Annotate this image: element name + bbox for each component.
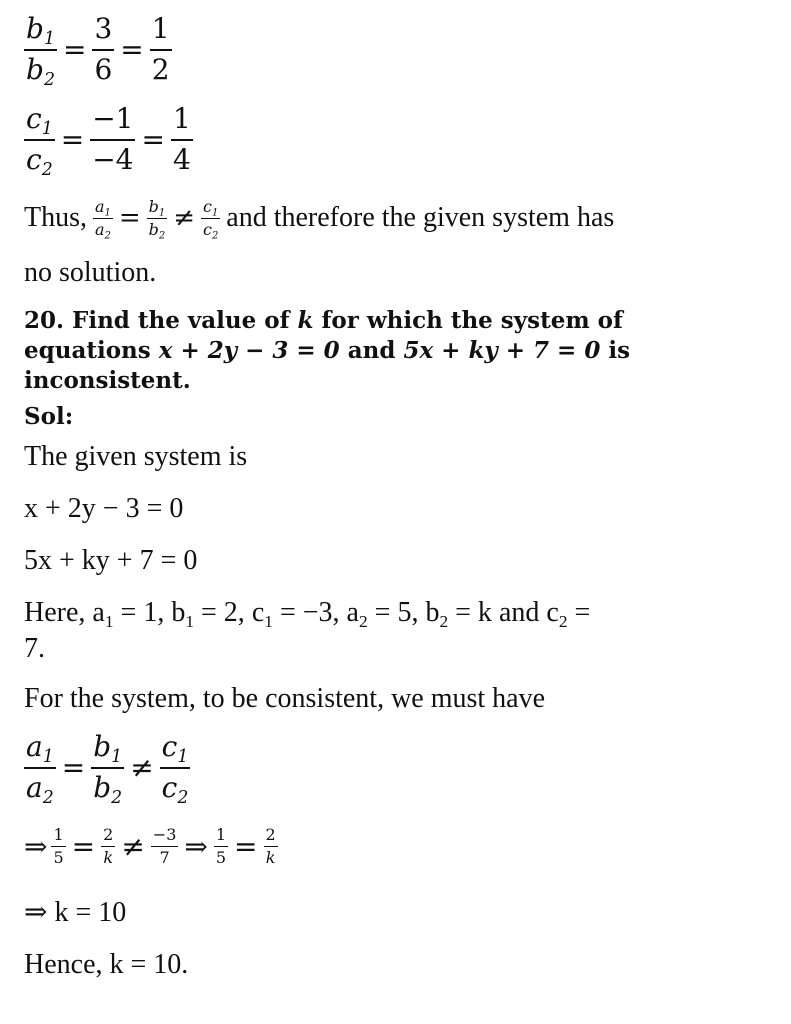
question-line-2: equations x + 2y − 3 = 0 and 5x + ky + 7 = 0 is [24, 337, 631, 364]
question-line-3: inconsistent. [24, 367, 191, 394]
ratio-condition: $\frac{a_1}{a_2}$ = $\frac{b_1}{b_2}$ ≠ $\frac{c_1}{c_2}$ [26, 730, 189, 808]
consistency-condition-text: For the system, to be consistent, we must have [24, 683, 546, 714]
sol-label: Sol: [24, 403, 74, 430]
equation-1: x + 2y − 3 = 0 [24, 493, 184, 524]
k-result-line: ⇒ k = 10 [24, 897, 127, 928]
coefficients-line: Here, $a_1 = 1$, $b_1 = 2$, $c_1 = -3$, $a_2 = 5$, $b_2 = k$ and $c_2$ = [24, 597, 591, 632]
coefficients-continuation: 7. [24, 633, 45, 664]
ratio-inequality-inline: $\frac{a_1}{a_2}$ = $\frac{b_1}{b_2}$ ≠ $\frac{c_1}{c_2}$ [95, 197, 219, 242]
fraction-c1-c2: $\frac{c_1}{c_2}$ [26, 102, 53, 180]
equation-2: 5x + ky + 7 = 0 [24, 545, 198, 576]
hence-line: Hence, k = 10. [24, 949, 189, 980]
fraction-1-2: $\frac{1}{2}$ [151, 12, 170, 86]
fraction-neg1-neg4: $\frac{-1}{-4}$ [92, 102, 134, 176]
ratio-c-equation: $\frac{c_1}{c_2}$ = $\frac{-1}{-4}$ = $\frac{1}{4}$ [26, 102, 191, 180]
thus-line: Thus, $\frac{a_1}{a_2}$ = $\frac{b_1}{b_2}$ ≠ $\frac{c_1}{c_2}$ and therefore the given system has [24, 197, 615, 242]
question-line-1: 20. Find the value of k for which the system of [24, 307, 623, 334]
fraction-3-6: $\frac{3}{6}$ [94, 12, 113, 86]
given-system-text: The given system is [24, 441, 248, 472]
no-solution-text: no solution. [24, 257, 157, 288]
fraction-1-4: $\frac{1}{4}$ [172, 102, 191, 176]
substitution-line: ⇒ $\frac{1}{5}$ = $\frac{2}{k}$ ≠ $\frac{-3}{7}$ ⇒ $\frac{1}{5}$ = $\frac{2}{k}$ [24, 825, 276, 867]
ratio-b-equation: $\frac{b_1}{b_2}$ = $\frac{3}{6}$ = $\frac{1}{2}$ [26, 12, 170, 90]
fraction-b1-b2: $\frac{b_1}{b_2}$ [26, 12, 55, 90]
